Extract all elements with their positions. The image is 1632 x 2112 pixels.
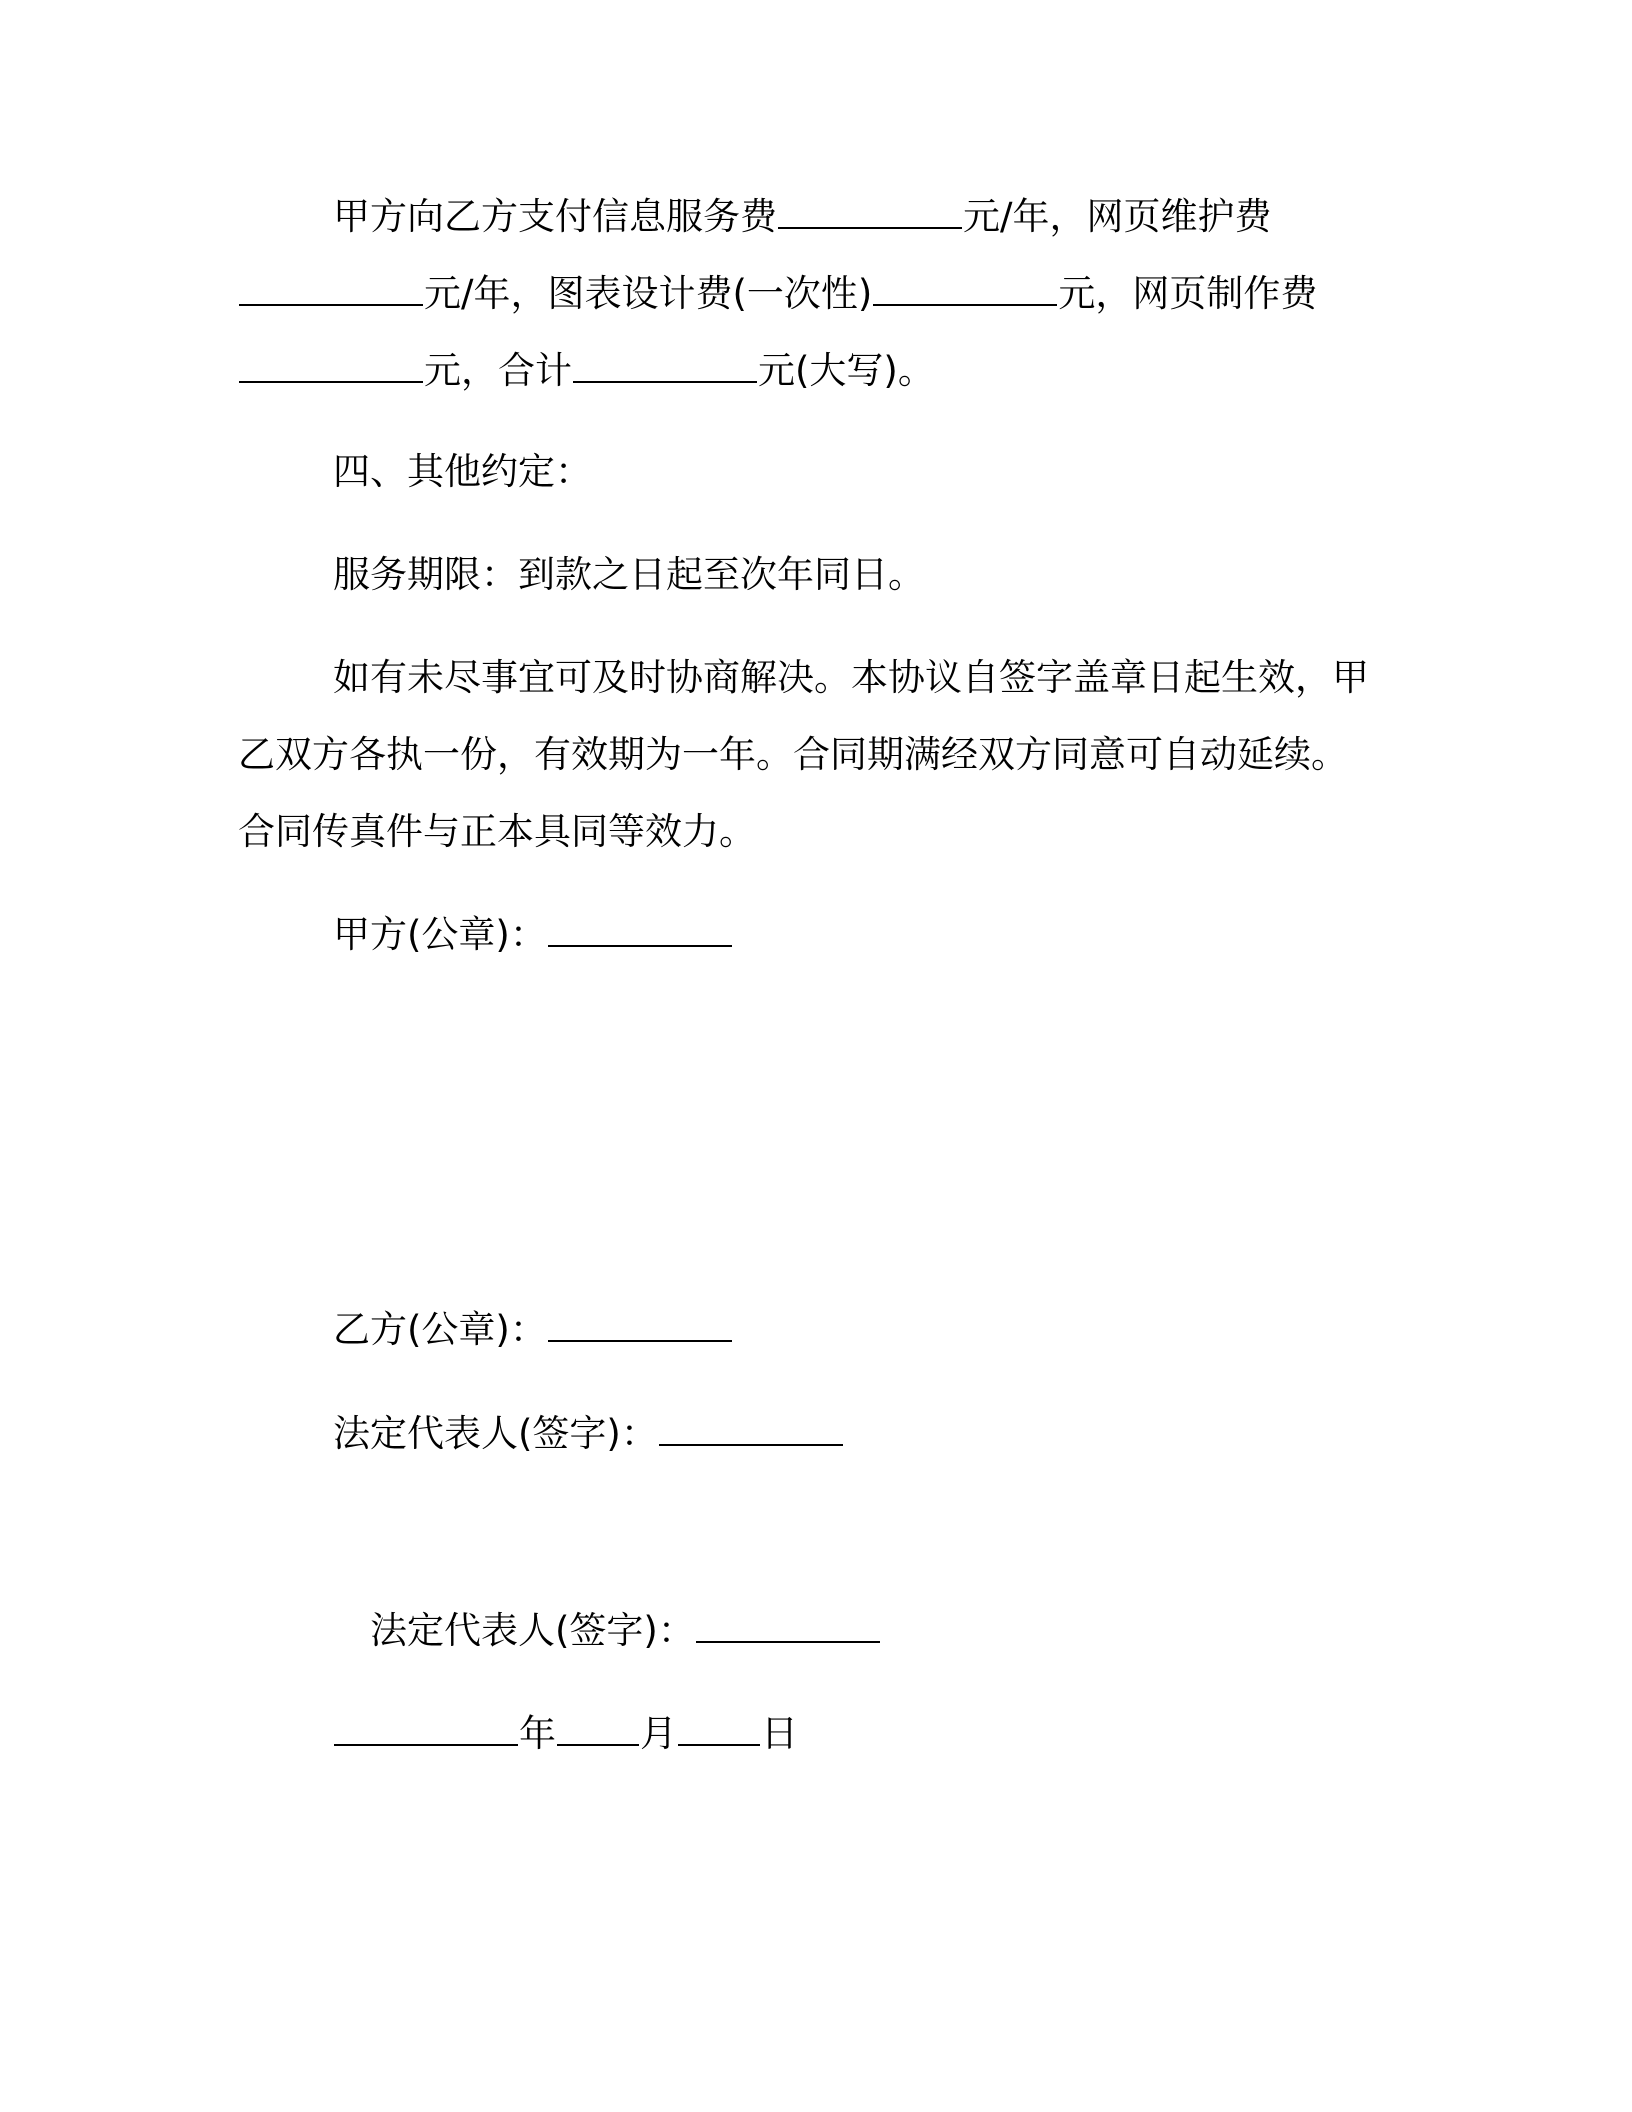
info-service-fee-blank[interactable] <box>778 193 962 229</box>
party-b-seal-line <box>333 1306 733 1354</box>
year-label: 年 <box>519 1712 556 1755</box>
page-production-fee-blank[interactable] <box>239 347 423 383</box>
legal-rep-line-2 <box>370 1607 881 1655</box>
year-blank[interactable] <box>334 1710 518 1746</box>
legal-rep-label-2: 法定代表人(签字)： <box>370 1609 695 1652</box>
party-a-seal-line <box>333 911 733 959</box>
chart-design-fee-blank[interactable] <box>873 270 1057 306</box>
maintenance-fee-blank[interactable] <box>239 270 423 306</box>
month-blank[interactable] <box>557 1710 639 1746</box>
fee-text-total: 元，合计 <box>424 349 572 392</box>
date-line <box>333 1710 798 1758</box>
month-label: 月 <box>640 1712 677 1755</box>
party-b-seal-blank[interactable] <box>548 1306 732 1342</box>
fee-line-2 <box>238 270 1317 318</box>
fee-text-info-service: 甲方向乙方支付信息服务费 <box>333 195 777 238</box>
legal-rep-signature-blank-1[interactable] <box>659 1410 843 1446</box>
day-label: 日 <box>761 1712 798 1755</box>
terms-paragraph-line-2: 乙双方各执一份，有效期为一年。合同期满经双方同意可自动延续。 <box>238 733 1348 776</box>
fee-line-1 <box>333 193 1271 241</box>
total-fee-blank[interactable] <box>573 347 757 383</box>
terms-paragraph-line-1: 如有未尽事宜可及时协商解决。本协议自签字盖章日起生效，甲 <box>333 656 1369 699</box>
fee-text-total-uppercase: 元(大写)。 <box>758 349 935 392</box>
fee-text-chart-design: 元/年，图表设计费(一次性) <box>424 272 873 315</box>
party-b-seal-label: 乙方(公章)： <box>333 1308 547 1351</box>
fee-text-page-production: 元，网页制作费 <box>1058 272 1318 315</box>
section-heading-other-terms: 四、其他约定： <box>333 450 592 493</box>
fee-line-3 <box>238 347 935 395</box>
party-a-seal-label: 甲方(公章)： <box>333 913 547 956</box>
fee-text-maintenance: 元/年，网页维护费 <box>963 195 1272 238</box>
legal-rep-signature-blank-2[interactable] <box>696 1607 880 1643</box>
legal-rep-label-1: 法定代表人(签字)： <box>333 1412 658 1455</box>
day-blank[interactable] <box>678 1710 760 1746</box>
service-period-text: 服务期限：到款之日起至次年同日。 <box>333 553 925 596</box>
legal-rep-line-1 <box>333 1410 844 1458</box>
terms-paragraph-line-3: 合同传真件与正本具同等效力。 <box>238 810 756 853</box>
party-a-seal-blank[interactable] <box>548 911 732 947</box>
